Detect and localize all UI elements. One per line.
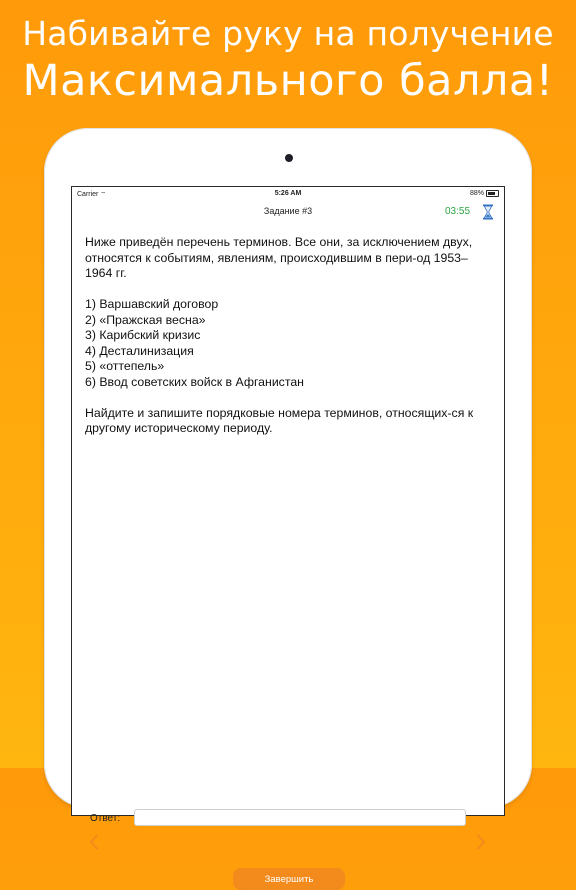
page-title: Задание #3	[263, 206, 313, 216]
wifi-icon: ⌔	[100, 192, 107, 198]
camera-icon	[285, 154, 293, 162]
term-item: 2) «Пражская весна»	[85, 312, 206, 327]
tablet-device	[44, 128, 532, 885]
answer-label: Ответ:	[90, 813, 121, 824]
app-screen	[71, 186, 505, 885]
nav-bar	[72, 201, 504, 223]
battery-icon	[486, 190, 499, 197]
question-text	[85, 235, 495, 437]
carrier-text: Carrier ⌔	[77, 191, 107, 198]
term-item: 4) Десталинизация	[85, 343, 194, 358]
previous-button[interactable]	[84, 831, 104, 853]
status-bar	[72, 187, 504, 201]
question-task: Найдите и запишите порядковые номера терминов, относящих-ся к другому историческому периоду.	[85, 405, 474, 435]
term-item: 6) Ввод советских войск в Афганистан	[85, 374, 304, 389]
finish-button[interactable]: Завершить	[233, 868, 345, 890]
status-time: 5:26 AM	[274, 190, 302, 197]
question-intro: Ниже приведён перечень терминов. Все они, за исключением двух, относятся к событиям, явлениям, происходившим в пери-од 1953–1964 гг.	[85, 235, 473, 280]
chevron-right-icon	[476, 834, 486, 850]
chevron-left-icon	[89, 834, 99, 850]
promo-headline-line1: Набивайте руку на получение	[22, 14, 554, 53]
countdown-timer: 03:55	[445, 206, 471, 217]
term-item: 5) «оттепель»	[85, 359, 165, 373]
battery-percent: 88%	[469, 190, 484, 197]
term-item: 3) Карибский кризис	[85, 328, 201, 342]
next-button[interactable]	[471, 831, 491, 853]
promo-headline-line2: Максимального балла!	[22, 56, 554, 106]
term-item: 1) Варшавский договор	[85, 297, 219, 311]
hourglass-icon[interactable]	[482, 204, 494, 220]
answer-input[interactable]	[134, 809, 466, 826]
